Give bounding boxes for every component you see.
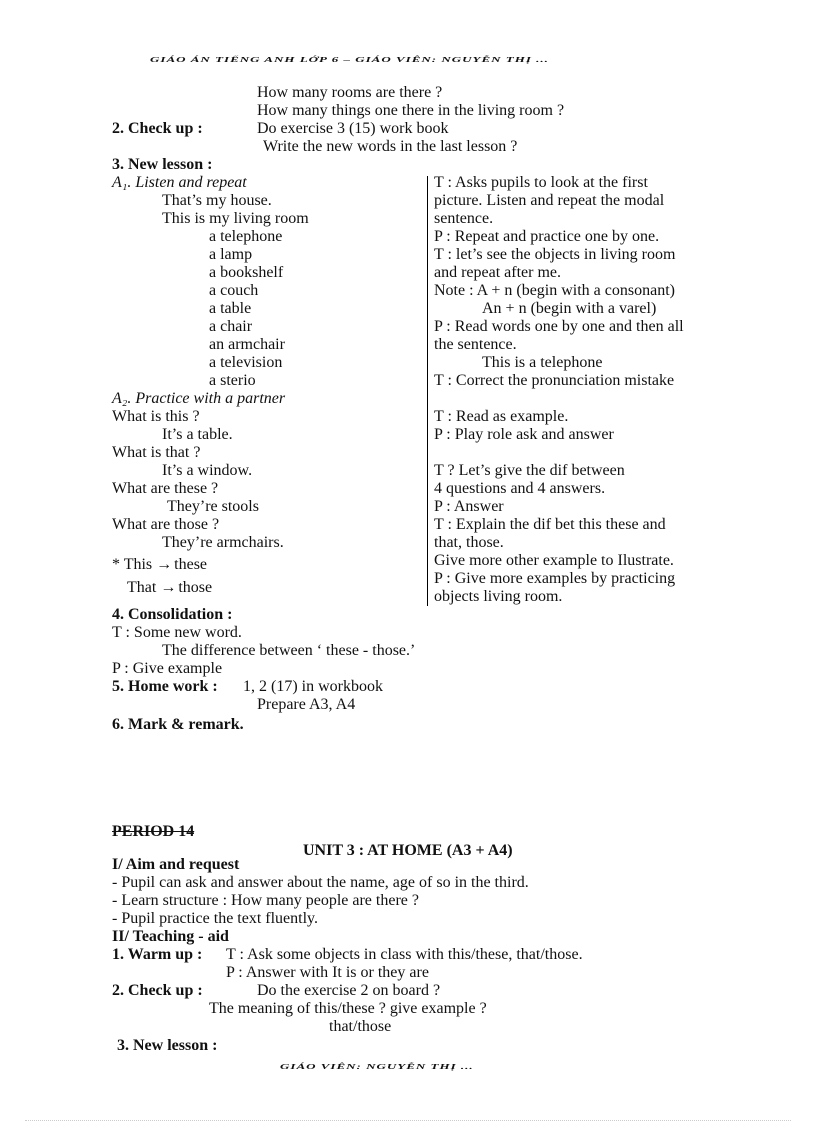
rule-that: That	[127, 579, 157, 596]
teacher-note: Note : A + n (begin with a consonant)	[434, 282, 675, 299]
consolidation-text: T : Some new word.	[112, 624, 242, 641]
teacher-note: sentence.	[434, 210, 494, 227]
aim-item: - Pupil practice the text fluently.	[112, 910, 319, 927]
section-a2-title: A₂. Practice with a partner	[112, 390, 286, 407]
teacher-note: T : let’s see the objects in living room	[434, 246, 676, 263]
rule-this: * This	[112, 556, 153, 573]
page-header: GIÁO ÁN TIẾNG ANH LỚP 6 – GIÁO VIÊN: NGUYỄN THỊ ...	[150, 55, 549, 64]
vocab-word: a telephone	[209, 228, 283, 245]
practice-answer: It’s a window.	[162, 462, 253, 479]
vocab-word: a television	[209, 354, 283, 371]
page-footer: GIÁO VIÊN: NGUYỄN THỊ ...	[280, 1062, 474, 1071]
vocab-word: a couch	[209, 282, 259, 299]
teacher-note: This is a telephone	[482, 354, 603, 371]
teacher-note: and repeat after me.	[434, 264, 562, 281]
arrow-icon: →	[156, 556, 173, 573]
practice-question: What are those ?	[112, 516, 220, 533]
consolidation-text: The difference between ‘ these - those.’	[162, 642, 416, 659]
aim-item: - Pupil can ask and answer about the name, age of so in the third.	[112, 874, 529, 891]
aim-item: - Learn structure : How many people are there ?	[112, 892, 419, 909]
column-divider	[427, 176, 428, 606]
teacher-note: P : Answer	[434, 498, 504, 515]
vocab-word: a table	[209, 300, 252, 317]
new-lesson-heading: 3. New lesson :	[117, 1037, 218, 1054]
practice-answer: They’re stools	[167, 498, 259, 515]
aim-heading: I/ Aim and request	[112, 856, 240, 873]
check-up-text: Do exercise 3 (15) work book	[257, 120, 449, 137]
rule-that-those	[127, 579, 212, 597]
teacher-note: T : Asks pupils to look at the first	[434, 174, 648, 191]
practice-answer: It’s a table.	[162, 426, 233, 443]
model-sentence: That’s my house.	[162, 192, 272, 209]
teacher-note: picture. Listen and repeat the modal	[434, 192, 665, 209]
teacher-note: P : Repeat and practice one by one.	[434, 228, 660, 245]
consolidation-text: P : Give example	[112, 660, 223, 677]
check-up-text: that/those	[329, 1018, 392, 1035]
vocab-word: a sterio	[209, 372, 256, 389]
teacher-note: objects living room.	[434, 588, 563, 605]
rule-those: those	[178, 579, 213, 596]
check-up-text: Do the exercise 2 on board ?	[257, 982, 441, 999]
teacher-note: T ? Let’s give the dif between	[434, 462, 625, 479]
vocab-word: a bookshelf	[209, 264, 284, 281]
warm-up-text: T : Ask some objects in class with this/these, that/those.	[226, 946, 583, 963]
vocab-word: a chair	[209, 318, 253, 335]
teacher-note: the sentence.	[434, 336, 517, 353]
period-title: PERIOD 14	[112, 823, 195, 840]
rule-these: these	[174, 556, 208, 573]
section-a1-title: A₁. Listen and repeat	[112, 174, 247, 191]
teacher-note: 4 questions and 4 answers.	[434, 480, 606, 497]
practice-question: What is this ?	[112, 408, 200, 425]
vocab-word: an armchair	[209, 336, 285, 353]
mark-remark-heading: 6. Mark & remark.	[112, 716, 244, 733]
teacher-note: P : Play role ask and answer	[434, 426, 614, 443]
check-up-label: 2. Check up :	[112, 120, 203, 137]
arrow-icon: →	[160, 579, 177, 596]
homework-text: 1, 2 (17) in workbook	[243, 678, 383, 695]
teacher-note: An + n (begin with a varel)	[482, 300, 657, 317]
check-up-label: 2. Check up :	[112, 982, 203, 999]
check-up-text: Write the new words in the last lesson ?	[263, 138, 518, 155]
page-bottom-border	[25, 1120, 791, 1121]
teaching-aid-heading: II/ Teaching - aid	[112, 928, 229, 945]
practice-answer: They’re armchairs.	[162, 534, 284, 551]
practice-question: What is that ?	[112, 444, 201, 461]
teacher-note: T : Read as example.	[434, 408, 569, 425]
question-line: How many things one there in the living room ?	[257, 102, 565, 119]
teacher-note: P : Give more examples by practicing	[434, 570, 676, 587]
teacher-note: T : Correct the pronunciation mistake	[434, 372, 675, 389]
teacher-note: P : Read words one by one and then all	[434, 318, 684, 335]
homework-text: Prepare A3, A4	[257, 696, 356, 713]
question-line: How many rooms are there ?	[257, 84, 443, 101]
check-up-text: The meaning of this/these ? give example ?	[209, 1000, 487, 1017]
teacher-note: T : Explain the dif bet this these and	[434, 516, 666, 533]
model-sentence: This is my living room	[162, 210, 309, 227]
rule-this-these	[112, 556, 207, 574]
new-lesson-heading: 3. New lesson :	[112, 156, 213, 173]
practice-question: What are these ?	[112, 480, 219, 497]
unit-title: UNIT 3 : AT HOME (A3 + A4)	[303, 842, 513, 859]
warm-up-label: 1. Warm up :	[112, 946, 203, 963]
warm-up-text: P : Answer with It is or they are	[226, 964, 429, 981]
consolidation-heading: 4. Consolidation :	[112, 606, 233, 623]
vocab-word: a lamp	[209, 246, 253, 263]
homework-label: 5. Home work :	[112, 678, 218, 695]
teacher-note: that, those.	[434, 534, 504, 551]
teacher-note: Give more other example to Ilustrate.	[434, 552, 674, 569]
